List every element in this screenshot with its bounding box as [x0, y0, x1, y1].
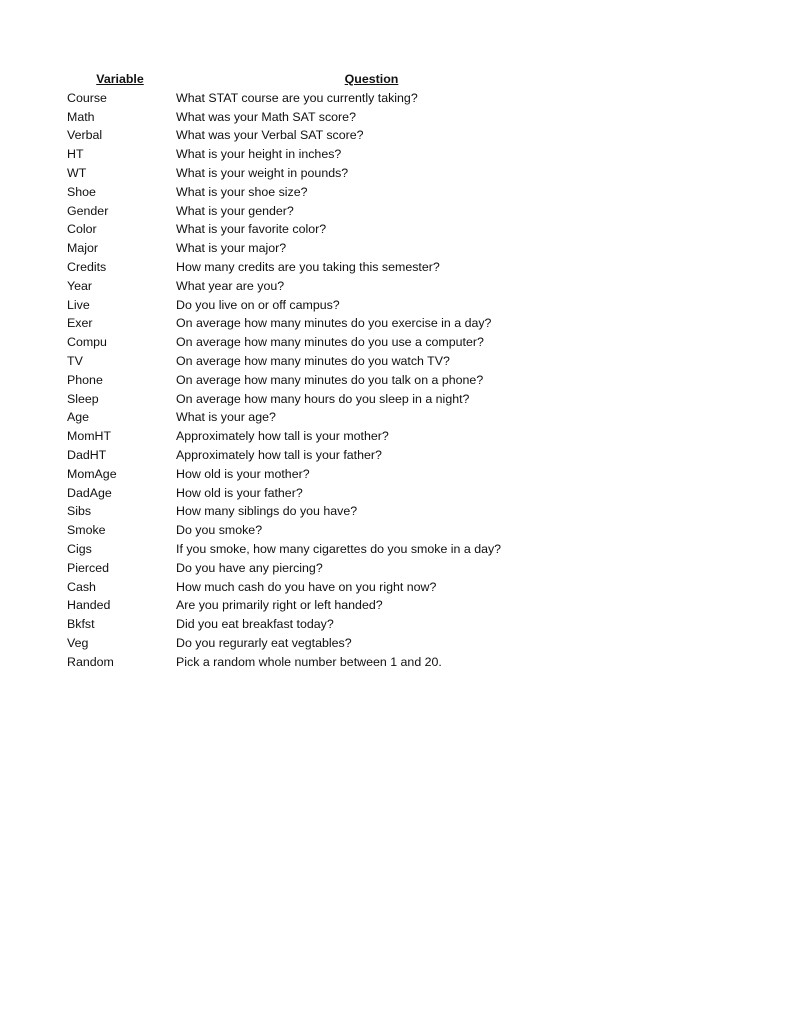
variable-column-header: Variable [96, 72, 144, 86]
table-row [67, 653, 537, 672]
table-row [67, 239, 537, 258]
variable-cell: DadAge [67, 485, 112, 500]
table-row [67, 352, 537, 371]
table-row [67, 578, 537, 597]
variable-cell: Math [67, 109, 95, 124]
question-cell: Do you live on or off campus? [176, 297, 340, 312]
variable-cell: Live [67, 297, 90, 312]
table-row [67, 634, 537, 653]
question-cell: On average how many minutes do you exercise in a day? [176, 316, 492, 331]
question-cell: Did you eat breakfast today? [176, 617, 334, 632]
table-header-row [67, 70, 537, 89]
question-cell: What is your gender? [176, 203, 294, 218]
table-row [67, 390, 537, 409]
variable-cell: TV [67, 353, 83, 368]
table-row [67, 277, 537, 296]
table-row [67, 559, 537, 578]
variable-cell: Sleep [67, 391, 99, 406]
question-cell: Approximately how tall is your father? [176, 447, 382, 462]
table-row [67, 89, 537, 108]
question-cell: What is your age? [176, 410, 276, 425]
table-body [67, 89, 537, 672]
variable-cell: Random [67, 654, 114, 669]
question-cell: Do you have any piercing? [176, 560, 323, 575]
variable-cell: Verbal [67, 128, 103, 143]
question-cell: Are you primarily right or left handed? [176, 598, 383, 613]
variable-cell: Color [67, 222, 97, 237]
variable-cell: Cigs [67, 541, 92, 556]
variable-cell: Year [67, 278, 93, 293]
table-row [67, 521, 537, 540]
variable-cell: MomAge [67, 466, 117, 481]
question-cell: What was your Verbal SAT score? [176, 128, 364, 143]
table-row [67, 465, 537, 484]
variable-cell: WT [67, 165, 87, 180]
question-cell: On average how many hours do you sleep in a night? [176, 391, 470, 406]
table-row [67, 220, 537, 239]
variable-cell: Smoke [67, 523, 106, 538]
variable-cell: Pierced [67, 560, 110, 575]
question-cell: How old is your father? [176, 485, 303, 500]
question-cell: What is your weight in pounds? [176, 165, 349, 180]
question-cell: What is your major? [176, 241, 287, 256]
question-column-header: Question [344, 72, 399, 86]
question-cell: What is your height in inches? [176, 147, 342, 162]
variable-cell: Exer [67, 316, 93, 331]
variable-cell: Bkfst [67, 617, 95, 632]
variable-cell: Veg [67, 635, 89, 650]
table-row [67, 314, 537, 333]
question-cell: On average how many minutes do you watch TV? [176, 353, 450, 368]
table-row [67, 371, 537, 390]
variable-cell: Shoe [67, 184, 96, 199]
table-row [67, 596, 537, 615]
table-row [67, 145, 537, 164]
variable-cell: MomHT [67, 429, 112, 444]
question-cell: What STAT course are you currently taking? [176, 90, 418, 105]
question-cell: On average how many minutes do you talk on a phone? [176, 372, 484, 387]
question-cell: Approximately how tall is your mother? [176, 429, 389, 444]
variable-cell: Major [67, 241, 98, 256]
variable-cell: Gender [67, 203, 109, 218]
question-cell: What was your Math SAT score? [176, 109, 356, 124]
question-cell: What is your shoe size? [176, 184, 308, 199]
question-cell: Pick a random whole number between 1 and 20. [176, 654, 442, 669]
table-row [67, 296, 537, 315]
question-cell: What is your favorite color? [176, 222, 327, 237]
table-row [67, 108, 537, 127]
variable-cell: Compu [67, 335, 107, 350]
question-cell: Do you regurarly eat vegtables? [176, 635, 352, 650]
variable-cell: Phone [67, 372, 103, 387]
variable-cell: Age [67, 410, 90, 425]
table-row [67, 333, 537, 352]
table-row [67, 484, 537, 503]
table-row [67, 427, 537, 446]
table-row [67, 258, 537, 277]
table-row [67, 164, 537, 183]
variable-cell: DadHT [67, 447, 107, 462]
variable-cell: Cash [67, 579, 96, 594]
variable-cell: Course [67, 90, 107, 105]
table-row [67, 446, 537, 465]
table-row [67, 408, 537, 427]
variable-cell: Handed [67, 598, 111, 613]
variable-question-table [67, 70, 537, 672]
variable-cell: Credits [67, 259, 107, 274]
question-cell: What year are you? [176, 278, 285, 293]
question-cell: Do you smoke? [176, 523, 263, 538]
table-row [67, 126, 537, 145]
variable-cell: HT [67, 147, 84, 162]
question-cell: If you smoke, how many cigarettes do you smoke in a day? [176, 541, 502, 556]
question-cell: On average how many minutes do you use a computer? [176, 335, 484, 350]
variable-cell: Sibs [67, 504, 92, 519]
question-cell: How old is your mother? [176, 466, 310, 481]
table-row [67, 183, 537, 202]
question-cell: How many credits are you taking this semester? [176, 259, 440, 274]
question-cell: How many siblings do you have? [176, 504, 358, 519]
table-row [67, 502, 537, 521]
table-row [67, 540, 537, 559]
table-row [67, 615, 537, 634]
question-cell: How much cash do you have on you right now? [176, 579, 437, 594]
table-row [67, 202, 537, 221]
